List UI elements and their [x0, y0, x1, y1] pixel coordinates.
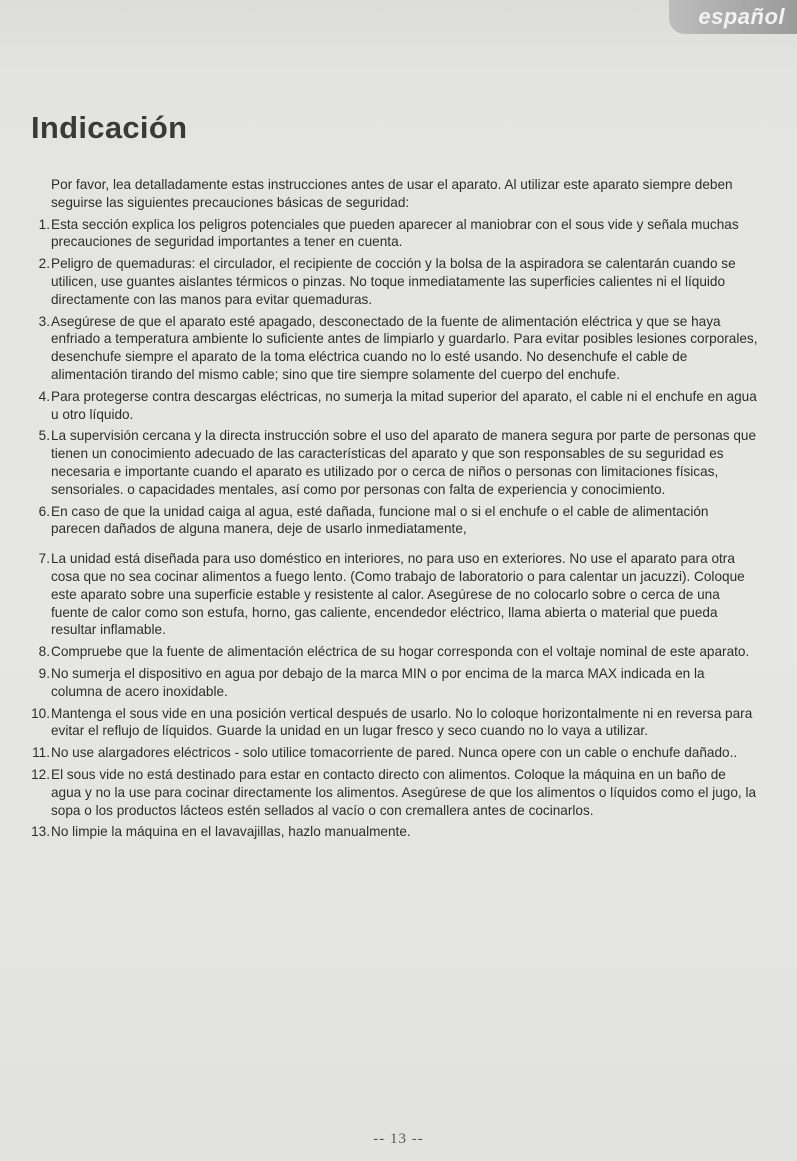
list-item: [38, 388, 759, 424]
list-item: [38, 665, 759, 701]
item-number: 6.: [38, 503, 50, 519]
item-number: 5.: [38, 428, 50, 444]
item-text: No sumerja el dispositivo en agua por debajo de la marca MIN o por encima de la marca MAX indicada en la columna de acero inoxidable.: [51, 665, 705, 699]
item-text: El sous vide no está destinado para estar en contacto directo con alimentos. Coloque la máquina en un baño de agua y no la use para cocinar directamente los alimentos. Asegúrese de que los alimentos o líquidos como el jugo, la sopa o los productos lácteos estén sellados al vacío o con cremallera antes de cocinarlos.: [51, 766, 757, 818]
item-text: En caso de que la unidad caiga al agua, esté dañada, funcione mal o si el enchufe o el cable de alimentación parecen dañados de alguna manera, deje de usarlo inmediatamente,: [51, 503, 709, 537]
item-text: Mantenga el sous vide en una posición vertical después de usarlo. No lo coloque horizontalmente ni en reversa para evitar el reflujo de líquidos. Guarde la unidad en un lugar fresco y seco cuando no lo vaya a utilizar.: [51, 705, 753, 739]
list-item: [38, 255, 759, 308]
list-item: [31, 823, 759, 841]
list-item: [38, 313, 759, 384]
list-item: [38, 550, 759, 639]
item-text: Compruebe que la fuente de alimentación eléctrica de su hogar corresponda con el voltaje nominal de este aparato.: [51, 644, 750, 660]
item-number: 8.: [38, 644, 50, 660]
item-number: 1.: [38, 216, 50, 232]
instructions-body: [31, 176, 759, 845]
item-text: La supervisión cercana y la directa instrucción sobre el uso del aparato de manera segura por parte de personas que tienen un conocimiento adecuado de las características del aparato y que son responsables de su seguridad es necesaria e importante cuando el aparato es utilizado por o cerca de niños o personas con limitaciones físicas, sensoriales. o capacidades mentales, así como por personas con falta de experiencia y conocimiento.: [51, 428, 757, 497]
item-text: Para protegerse contra descargas eléctricas, no sumerja la mitad superior del aparato, el cable ni el enchufe en agua u otro líquido.: [51, 388, 757, 422]
list-item: [31, 766, 759, 819]
item-number: 3.: [38, 313, 50, 329]
language-tab: [669, 0, 797, 34]
item-number: 11.: [32, 745, 50, 761]
list-item: [31, 705, 759, 741]
safety-list: [31, 216, 759, 842]
item-text: Asegúrese de que el aparato esté apagado, desconectado de la fuente de alimentación eléctrica y que se haya enfriado a temperatura ambiente lo suficiente antes de limpiarlo y guardarlo. Para evitar posibles lesiones corporales, desenchufe siempre el aparato de la toma eléctrica cuando no lo esté usando. No desenchufe el cable de alimentación tirando del mismo cable; sino que tire siempre solamente del cuerpo del enchufe.: [51, 313, 758, 382]
item-number: 7.: [38, 551, 50, 567]
language-label: español: [698, 4, 785, 29]
item-number: 13.: [31, 824, 50, 840]
item-text: La unidad está diseñada para uso doméstico en interiores, no para uso en exteriores. No use el aparato para otra cosa que no sea cocinar alimentos a fuego lento. (Como trabajo de laboratorio o para calentar un jacuzzi). Coloque este aparato sobre una superficie estable y resistente al calor. Asegúrese de no colocarlo sobre o cerca de una fuente de calor como son estufa, horno, gas caliente, encendedor eléctrico, llama abierta o material que pueda resultar inflamable.: [51, 551, 745, 638]
page-title: Indicación: [31, 110, 188, 145]
item-number: 2.: [38, 256, 50, 272]
page-number: -- 13 --: [373, 1131, 424, 1147]
list-item: [38, 216, 759, 252]
intro-paragraph: Por favor, lea detalladamente estas instrucciones antes de usar el aparato. Al utilizar este aparato siempre deben seguirse las siguientes precauciones básicas de seguridad:: [51, 177, 733, 210]
item-text: No limpie la máquina en el lavavajillas, hazlo manualmente.: [51, 824, 411, 840]
item-text: Peligro de quemaduras: el circulador, el recipiente de cocción y la bolsa de la aspiradora se calentarán cuando se utilicen, use guantes aislantes térmicos o pinzas. No toque inmediatamente las superficies calientes ni el líquido directamente con las manos para evitar quemaduras.: [51, 256, 736, 307]
item-text: Esta sección explica los peligros potenciales que pueden aparecer al maniobrar con el sous vide y señala muchas precauciones de seguridad importantes a tener en cuenta.: [51, 216, 739, 250]
list-item: [38, 643, 759, 661]
list-item: [38, 503, 759, 539]
list-item: [32, 744, 759, 762]
list-item: [38, 427, 759, 498]
item-number: 12.: [31, 766, 50, 782]
item-number: 4.: [38, 388, 50, 404]
item-number: 9.: [38, 665, 50, 681]
item-number: 10.: [31, 705, 50, 721]
item-text: No use alargadores eléctricos - solo utilice tomacorriente de pared. Nunca opere con un cable o enchufe dañado..: [51, 745, 738, 761]
